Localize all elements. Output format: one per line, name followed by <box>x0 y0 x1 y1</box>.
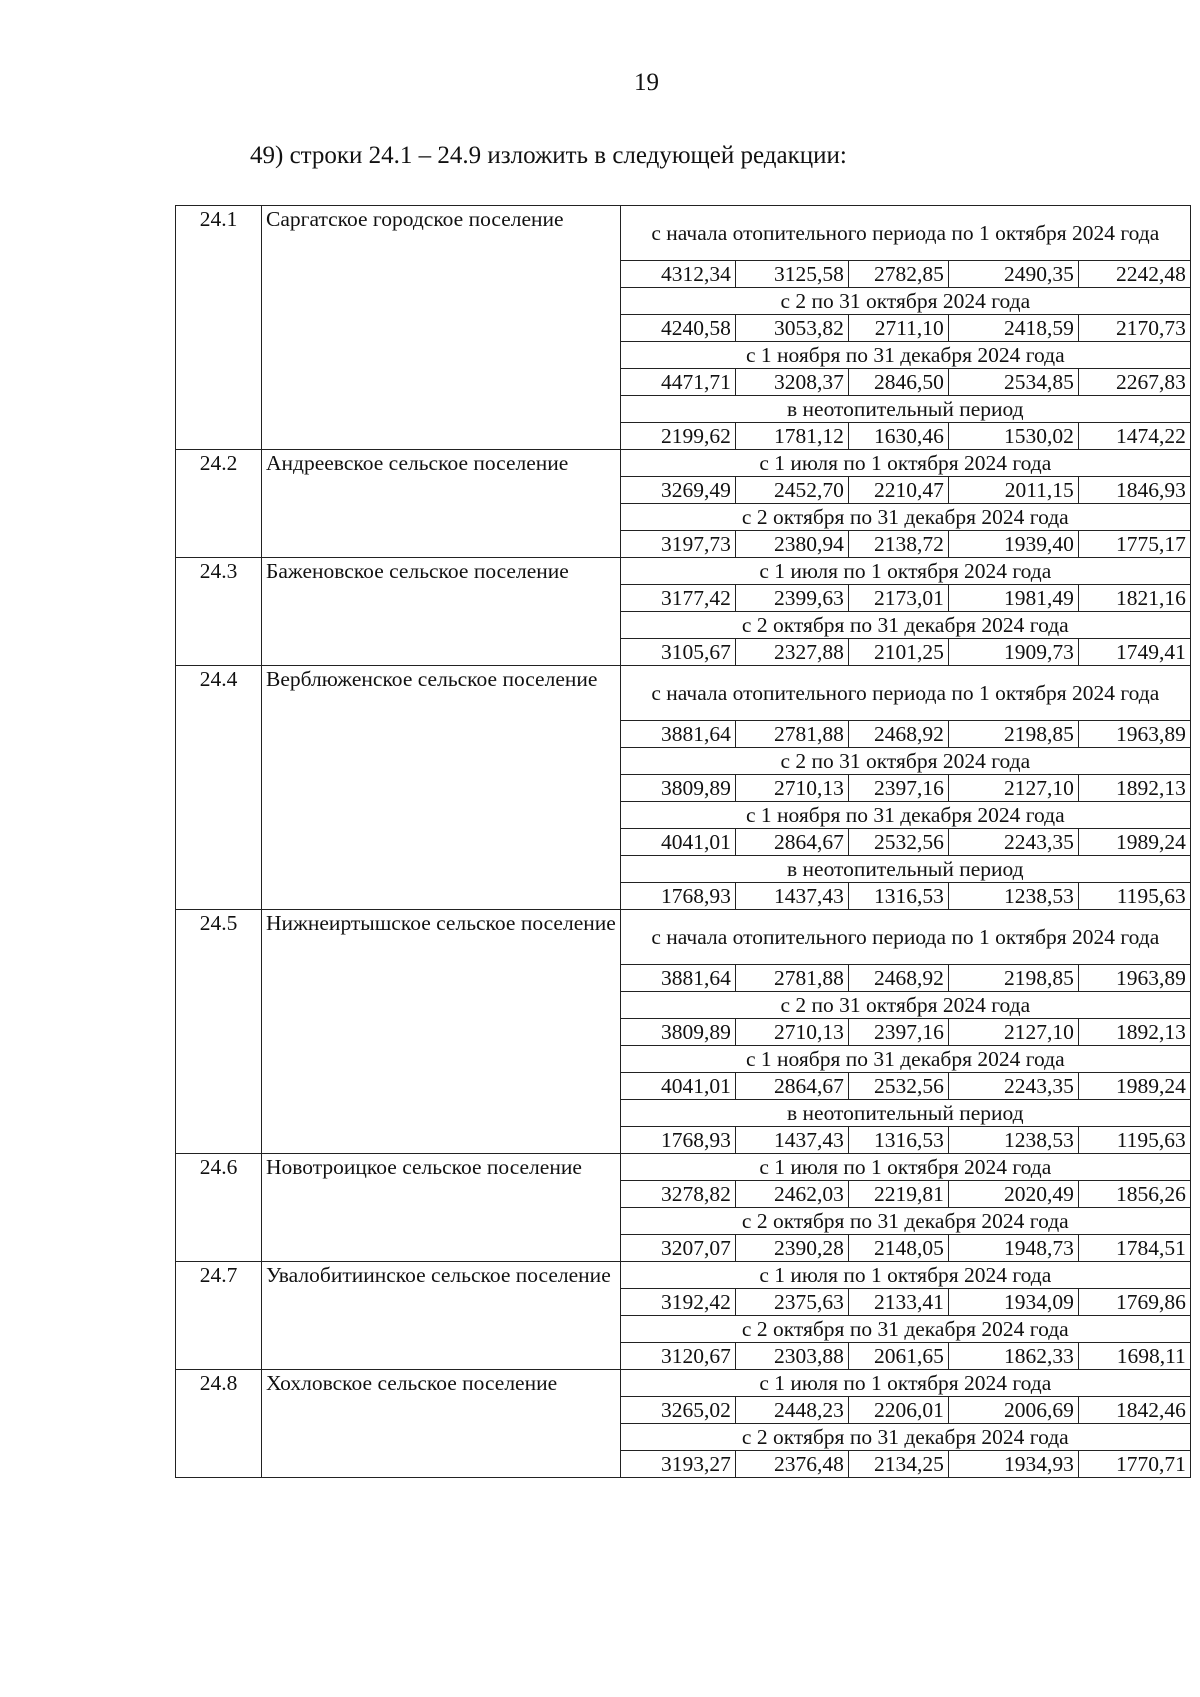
tariff-value: 2468,92 <box>848 965 948 992</box>
tariff-value: 2267,83 <box>1078 369 1190 396</box>
entry-number: 24.8 <box>176 1370 262 1478</box>
tariff-value: 1909,73 <box>948 639 1078 666</box>
period-label: с 1 июля по 1 октября 2024 года <box>620 450 1190 477</box>
tariff-value: 2206,01 <box>848 1397 948 1424</box>
tariff-value: 1474,22 <box>1078 423 1190 450</box>
tariff-value: 3269,49 <box>620 477 735 504</box>
tariff-value: 2134,25 <box>848 1451 948 1478</box>
tariff-value: 1530,02 <box>948 423 1078 450</box>
settlement-name: Новотроицкое сельское поселение <box>262 1154 621 1262</box>
period-label: с 2 по 31 октября 2024 года <box>620 288 1190 315</box>
tariff-value: 1963,89 <box>1078 965 1190 992</box>
settlement-name: Саргатское городское поселение <box>262 206 621 450</box>
tariff-value: 2448,23 <box>735 1397 848 1424</box>
period-label: с 1 июля по 1 октября 2024 года <box>620 1154 1190 1181</box>
period-label-row <box>176 558 1191 585</box>
tariff-value: 2127,10 <box>948 775 1078 802</box>
tariff-value: 1862,33 <box>948 1343 1078 1370</box>
tariff-value: 1437,43 <box>735 1127 848 1154</box>
tariff-value: 1316,53 <box>848 1127 948 1154</box>
tariff-value: 2781,88 <box>735 965 848 992</box>
tariff-value: 2397,16 <box>848 1019 948 1046</box>
period-label: с 1 июля по 1 октября 2024 года <box>620 558 1190 585</box>
tariff-value: 1630,46 <box>848 423 948 450</box>
tariff-value: 1770,71 <box>1078 1451 1190 1478</box>
tariff-value: 1892,13 <box>1078 1019 1190 1046</box>
tariff-value: 2327,88 <box>735 639 848 666</box>
tariff-value: 1437,43 <box>735 883 848 910</box>
tariff-value: 2219,81 <box>848 1181 948 1208</box>
tariff-value: 2242,48 <box>1078 261 1190 288</box>
period-label: с 2 по 31 октября 2024 года <box>620 992 1190 1019</box>
tariff-value: 2711,10 <box>848 315 948 342</box>
tariff-value: 2243,35 <box>948 829 1078 856</box>
tariff-value: 1195,63 <box>1078 1127 1190 1154</box>
tariff-value: 2532,56 <box>848 829 948 856</box>
tariff-value: 1981,49 <box>948 585 1078 612</box>
tariff-value: 1195,63 <box>1078 883 1190 910</box>
tariff-value: 2380,94 <box>735 531 848 558</box>
tariff-value: 2101,25 <box>848 639 948 666</box>
entry-number: 24.3 <box>176 558 262 666</box>
tariff-value: 3208,37 <box>735 369 848 396</box>
tariff-value: 2710,13 <box>735 775 848 802</box>
tariff-value: 3197,73 <box>620 531 735 558</box>
entry-number: 24.6 <box>176 1154 262 1262</box>
tariff-value: 2864,67 <box>735 1073 848 1100</box>
settlement-name: Нижнеиртышское сельское поселение <box>262 910 621 1154</box>
period-label: с 1 июля по 1 октября 2024 года <box>620 1370 1190 1397</box>
tariff-value: 2375,63 <box>735 1289 848 1316</box>
tariff-value: 4240,58 <box>620 315 735 342</box>
entry-number: 24.2 <box>176 450 262 558</box>
page-number: 19 <box>634 69 659 96</box>
tariff-value: 3265,02 <box>620 1397 735 1424</box>
tariff-value: 2127,10 <box>948 1019 1078 1046</box>
tariff-value: 3177,42 <box>620 585 735 612</box>
tariff-value: 1316,53 <box>848 883 948 910</box>
tariff-value: 1698,11 <box>1078 1343 1190 1370</box>
entry-number: 24.4 <box>176 666 262 910</box>
tariff-value: 2199,62 <box>620 423 735 450</box>
tariff-value: 2390,28 <box>735 1235 848 1262</box>
tariff-value: 1963,89 <box>1078 721 1190 748</box>
period-label-row <box>176 1262 1191 1289</box>
tariff-value: 1948,73 <box>948 1235 1078 1262</box>
period-label-row <box>176 666 1191 721</box>
entry-number: 24.7 <box>176 1262 262 1370</box>
tariff-value: 1775,17 <box>1078 531 1190 558</box>
tariff-value: 4312,34 <box>620 261 735 288</box>
tariff-value: 3881,64 <box>620 721 735 748</box>
period-label: в неотопительный период <box>620 396 1190 423</box>
tariff-value: 2782,85 <box>848 261 948 288</box>
tariff-value: 1846,93 <box>1078 477 1190 504</box>
tariff-value: 1989,24 <box>1078 829 1190 856</box>
tariff-value: 1781,12 <box>735 423 848 450</box>
settlement-name: Хохловское сельское поселение <box>262 1370 621 1478</box>
period-label: с начала отопительного периода по 1 октября 2024 года <box>620 910 1190 965</box>
tariff-value: 1934,09 <box>948 1289 1078 1316</box>
period-label: с 2 октября по 31 декабря 2024 года <box>620 1208 1190 1235</box>
period-label: с 2 октября по 31 декабря 2024 года <box>620 1424 1190 1451</box>
tariff-value: 2170,73 <box>1078 315 1190 342</box>
tariff-value: 3192,42 <box>620 1289 735 1316</box>
tariff-value: 2148,05 <box>848 1235 948 1262</box>
tariff-value: 4471,71 <box>620 369 735 396</box>
period-label: с 1 ноября по 31 декабря 2024 года <box>620 1046 1190 1073</box>
tariff-value: 4041,01 <box>620 829 735 856</box>
tariff-value: 2397,16 <box>848 775 948 802</box>
tariff-value: 1989,24 <box>1078 1073 1190 1100</box>
entry-number: 24.5 <box>176 910 262 1154</box>
tariff-value: 1238,53 <box>948 883 1078 910</box>
settlement-name: Андреевское сельское поселение <box>262 450 621 558</box>
tariff-value: 2532,56 <box>848 1073 948 1100</box>
tariff-value: 2376,48 <box>735 1451 848 1478</box>
tariff-value: 1768,93 <box>620 883 735 910</box>
period-label: с 2 октября по 31 декабря 2024 года <box>620 1316 1190 1343</box>
period-label: с 1 ноября по 31 декабря 2024 года <box>620 802 1190 829</box>
period-label-row <box>176 1154 1191 1181</box>
tariff-value: 1769,86 <box>1078 1289 1190 1316</box>
tariff-value: 2198,85 <box>948 721 1078 748</box>
tariff-value: 4041,01 <box>620 1073 735 1100</box>
tariff-value: 3125,58 <box>735 261 848 288</box>
tariff-value: 2846,50 <box>848 369 948 396</box>
tariff-value: 1749,41 <box>1078 639 1190 666</box>
tariff-value: 3120,67 <box>620 1343 735 1370</box>
tariff-value: 2462,03 <box>735 1181 848 1208</box>
tariff-value: 3881,64 <box>620 965 735 992</box>
tariff-value: 2006,69 <box>948 1397 1078 1424</box>
tariff-value: 3278,82 <box>620 1181 735 1208</box>
tariff-value: 1856,26 <box>1078 1181 1190 1208</box>
period-label-row <box>176 1370 1191 1397</box>
tariff-value: 2061,65 <box>848 1343 948 1370</box>
tariff-value: 1934,93 <box>948 1451 1078 1478</box>
tariff-value: 2468,92 <box>848 721 948 748</box>
amendment-heading: 49) строки 24.1 – 24.9 изложить в следующей редакции: <box>250 142 847 169</box>
tariff-value: 2418,59 <box>948 315 1078 342</box>
tariff-value: 2534,85 <box>948 369 1078 396</box>
tariff-value: 2011,15 <box>948 477 1078 504</box>
tariff-value: 1238,53 <box>948 1127 1078 1154</box>
tariff-value: 1768,93 <box>620 1127 735 1154</box>
tariff-value: 3053,82 <box>735 315 848 342</box>
settlement-name: Верблюженское сельское поселение <box>262 666 621 910</box>
tariff-value: 3809,89 <box>620 775 735 802</box>
tariff-table <box>175 205 1191 1478</box>
tariff-value: 2781,88 <box>735 721 848 748</box>
tariff-value: 2133,41 <box>848 1289 948 1316</box>
tariff-value: 2198,85 <box>948 965 1078 992</box>
tariff-value: 2210,47 <box>848 477 948 504</box>
tariff-value: 3207,07 <box>620 1235 735 1262</box>
period-label: с начала отопительного периода по 1 октября 2024 года <box>620 206 1190 261</box>
tariff-value: 2138,72 <box>848 531 948 558</box>
period-label: в неотопительный период <box>620 856 1190 883</box>
tariff-value: 1784,51 <box>1078 1235 1190 1262</box>
period-label: с 1 ноября по 31 декабря 2024 года <box>620 342 1190 369</box>
tariff-value: 3193,27 <box>620 1451 735 1478</box>
tariff-value: 1842,46 <box>1078 1397 1190 1424</box>
tariff-value: 2490,35 <box>948 261 1078 288</box>
settlement-name: Баженовское сельское поселение <box>262 558 621 666</box>
settlement-name: Увалобитиинское сельское поселение <box>262 1262 621 1370</box>
tariff-value: 3105,67 <box>620 639 735 666</box>
tariff-value: 2173,01 <box>848 585 948 612</box>
tariff-value: 3809,89 <box>620 1019 735 1046</box>
tariff-value: 1821,16 <box>1078 585 1190 612</box>
period-label: в неотопительный период <box>620 1100 1190 1127</box>
period-label-row <box>176 910 1191 965</box>
period-label: с начала отопительного периода по 1 октября 2024 года <box>620 666 1190 721</box>
tariff-value: 1939,40 <box>948 531 1078 558</box>
tariff-value: 2243,35 <box>948 1073 1078 1100</box>
tariff-value: 2303,88 <box>735 1343 848 1370</box>
period-label: с 2 по 31 октября 2024 года <box>620 748 1190 775</box>
period-label: с 1 июля по 1 октября 2024 года <box>620 1262 1190 1289</box>
entry-number: 24.1 <box>176 206 262 450</box>
tariff-value: 2864,67 <box>735 829 848 856</box>
period-label-row <box>176 206 1191 261</box>
tariff-value: 2399,63 <box>735 585 848 612</box>
period-label-row <box>176 450 1191 477</box>
tariff-value: 1892,13 <box>1078 775 1190 802</box>
period-label: с 2 октября по 31 декабря 2024 года <box>620 504 1190 531</box>
period-label: с 2 октября по 31 декабря 2024 года <box>620 612 1190 639</box>
tariff-value: 2710,13 <box>735 1019 848 1046</box>
tariff-value: 2020,49 <box>948 1181 1078 1208</box>
tariff-value: 2452,70 <box>735 477 848 504</box>
